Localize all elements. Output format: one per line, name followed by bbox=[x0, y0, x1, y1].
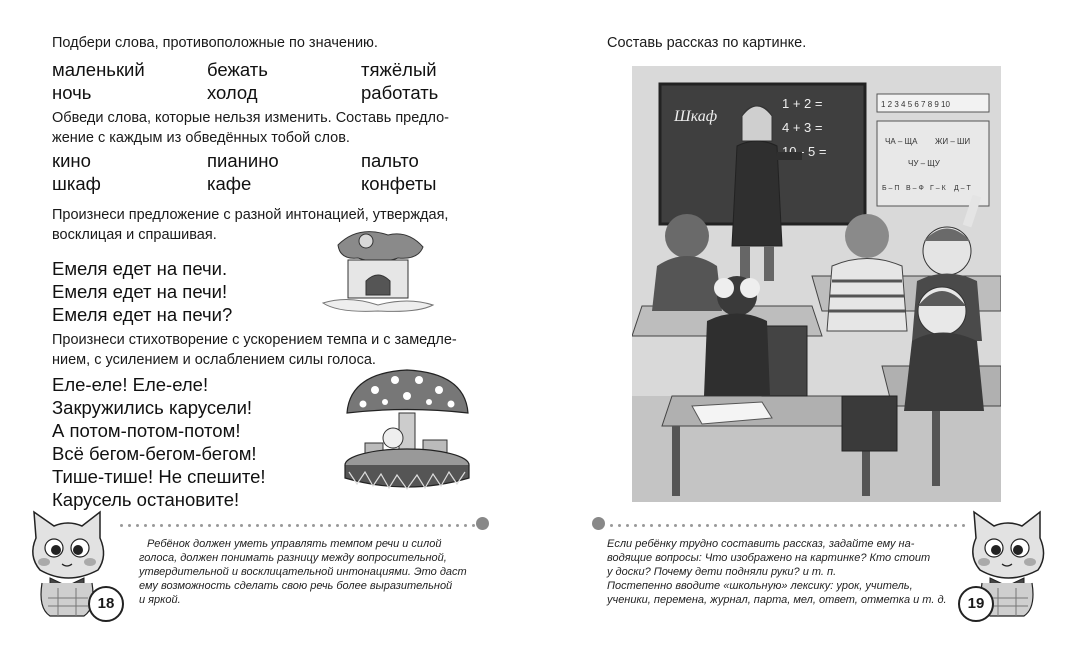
page-number: 18 bbox=[88, 586, 124, 622]
separator-dot bbox=[818, 524, 821, 527]
separator-dot bbox=[296, 524, 299, 527]
card-text: ЖИ – ШИ bbox=[935, 137, 971, 146]
separator-dot bbox=[328, 524, 331, 527]
separator-dot bbox=[440, 524, 443, 527]
card-text: Д – Т bbox=[954, 185, 971, 192]
separator-dot bbox=[192, 524, 195, 527]
separator-dot bbox=[866, 524, 869, 527]
separator-dot bbox=[264, 524, 267, 527]
stove-illustration bbox=[318, 225, 438, 315]
separator-dot bbox=[136, 524, 139, 527]
separator-dot bbox=[160, 524, 163, 527]
teacher-note-line: и яркой. bbox=[139, 594, 181, 606]
task-circle-words-line1: Обведи слова, которые нельзя изменить. Составь предло- bbox=[52, 110, 449, 126]
separator-dot bbox=[834, 524, 837, 527]
poem-line: Еле-еле! Еле-еле! bbox=[52, 374, 209, 395]
sentence: Емеля едет на печи. bbox=[52, 258, 228, 279]
separator-dot bbox=[850, 524, 853, 527]
separator-dot bbox=[778, 524, 781, 527]
separator-dot bbox=[392, 524, 395, 527]
separator-dot bbox=[184, 524, 187, 527]
separator-dot bbox=[312, 524, 315, 527]
card-text: ЧА – ЩА bbox=[885, 137, 918, 146]
separator-dot bbox=[424, 524, 427, 527]
separator-dot bbox=[794, 524, 797, 527]
antonym-word: ночь bbox=[52, 82, 92, 103]
carousel-illustration bbox=[335, 368, 480, 493]
teacher-note-line: Постепенно вводите «школьную» лексику: урок, учитель, bbox=[607, 580, 913, 592]
separator-dot bbox=[400, 524, 403, 527]
antonym-word: работать bbox=[361, 82, 439, 103]
separator-dot bbox=[128, 524, 131, 527]
separator-dot bbox=[906, 524, 909, 527]
antonym-word: холод bbox=[207, 82, 258, 103]
separator-start-dot bbox=[592, 517, 605, 530]
separator-dot bbox=[120, 524, 123, 527]
noun-word: шкаф bbox=[52, 173, 101, 194]
separator-dot bbox=[248, 524, 251, 527]
separator-dot bbox=[650, 524, 653, 527]
separator-dot bbox=[472, 524, 475, 527]
separator-dot bbox=[706, 524, 709, 527]
separator-dot bbox=[384, 524, 387, 527]
separator-dot bbox=[240, 524, 243, 527]
teacher-note-line: ученики, перемена, журнал, парта, мел, ответ, отметка и т. д. bbox=[607, 594, 947, 606]
antonym-word: маленький bbox=[52, 59, 145, 80]
card-text: Г – К bbox=[930, 185, 946, 192]
separator-dot bbox=[914, 524, 917, 527]
separator-dot bbox=[842, 524, 845, 527]
noun-word: пианино bbox=[207, 150, 279, 171]
separator-dot bbox=[658, 524, 661, 527]
separator-dot bbox=[882, 524, 885, 527]
separator-dot bbox=[626, 524, 629, 527]
separator-dot bbox=[224, 524, 227, 527]
separator-dot bbox=[682, 524, 685, 527]
separator-dot bbox=[746, 524, 749, 527]
separator-dot bbox=[288, 524, 291, 527]
separator-dot bbox=[256, 524, 259, 527]
separator-dot bbox=[144, 524, 147, 527]
board-math: 1 + 2 = bbox=[782, 96, 823, 111]
separator-dot bbox=[690, 524, 693, 527]
separator-dot bbox=[738, 524, 741, 527]
separator-dot bbox=[408, 524, 411, 527]
task-poem-line1: Произнеси стихотворение с ускорением темпа и с замедле- bbox=[52, 332, 457, 348]
noun-word: конфеты bbox=[361, 173, 437, 194]
noun-word: кино bbox=[52, 150, 91, 171]
teacher-note-line: Ребёнок должен уметь управлять темпом речи и силой bbox=[147, 538, 442, 550]
classroom-illustration bbox=[632, 66, 1001, 502]
separator-dot bbox=[722, 524, 725, 527]
separator-dot bbox=[280, 524, 283, 527]
right-page bbox=[540, 0, 1080, 655]
separator-dot bbox=[336, 524, 339, 527]
card-text: В – Ф bbox=[906, 185, 924, 192]
teacher-note-line: ему возможность сделать свою речь более выразительной bbox=[139, 580, 453, 592]
teacher-note-line: утвердительной и восклицательной интонациями. Это даст bbox=[139, 566, 467, 578]
separator-dot bbox=[770, 524, 773, 527]
separator-dot bbox=[344, 524, 347, 527]
task-antonyms: Подбери слова, противоположные по значению. bbox=[52, 35, 378, 51]
separator-dot bbox=[890, 524, 893, 527]
separator-dot bbox=[272, 524, 275, 527]
separator-dot bbox=[802, 524, 805, 527]
sentence: Емеля едет на печи! bbox=[52, 281, 228, 302]
task-intonation-line1: Произнеси предложение с разной интонацией, утверждая, bbox=[52, 207, 449, 223]
board-math: 4 + 3 = bbox=[782, 120, 823, 135]
board-math: 10 - 5 = bbox=[782, 144, 827, 159]
poem-line: Тише-тише! Не спешите! bbox=[52, 466, 266, 487]
separator-dot bbox=[216, 524, 219, 527]
task-story: Составь рассказ по картинке. bbox=[607, 35, 807, 51]
card-text: ЧУ – ЩУ bbox=[908, 159, 940, 168]
separator-dot bbox=[176, 524, 179, 527]
poem-line: Закружились карусели! bbox=[52, 397, 253, 418]
separator-dot bbox=[610, 524, 613, 527]
separator-dot bbox=[376, 524, 379, 527]
card-text: Б – П bbox=[882, 185, 900, 192]
noun-word: пальто bbox=[361, 150, 419, 171]
separator-dot bbox=[360, 524, 363, 527]
separator-dot bbox=[666, 524, 669, 527]
poem-line: Карусель остановите! bbox=[52, 489, 240, 510]
teacher-note-line: у доски? Почему дети подняли руки? и т. п. bbox=[607, 566, 837, 578]
separator-dot bbox=[762, 524, 765, 527]
teacher-note-line: голоса, должен понимать разницу между вопросительной, bbox=[139, 552, 447, 564]
separator-dot bbox=[304, 524, 307, 527]
separator-dot bbox=[698, 524, 701, 527]
separator-dot bbox=[642, 524, 645, 527]
task-intonation-line2: восклицая и спрашивая. bbox=[52, 227, 217, 243]
board-word: Шкаф bbox=[674, 108, 718, 125]
separator-dot bbox=[200, 524, 203, 527]
separator-dot bbox=[714, 524, 717, 527]
separator-dot bbox=[730, 524, 733, 527]
separator-dot bbox=[152, 524, 155, 527]
separator-dot bbox=[208, 524, 211, 527]
separator-dot bbox=[786, 524, 789, 527]
separator-dot bbox=[826, 524, 829, 527]
separator-dot bbox=[464, 524, 467, 527]
separator-dot bbox=[432, 524, 435, 527]
task-circle-words-line2: жение с каждым из обведённых тобой слов. bbox=[52, 130, 350, 146]
separator-dot bbox=[368, 524, 371, 527]
noun-word: кафе bbox=[207, 173, 252, 194]
teacher-note-line: водящие вопросы: Что изображено на картинке? Кто стоит bbox=[607, 552, 931, 564]
teacher-note-line: Если ребёнку трудно составить рассказ, задайте ему на- bbox=[607, 538, 915, 550]
separator-dot bbox=[898, 524, 901, 527]
separator-dot bbox=[448, 524, 451, 527]
separator-dot bbox=[922, 524, 925, 527]
separator-dot bbox=[946, 524, 949, 527]
separator-dot bbox=[954, 524, 957, 527]
separator-dot bbox=[858, 524, 861, 527]
separator-dot bbox=[618, 524, 621, 527]
poem-line: Всё бегом-бегом-бегом! bbox=[52, 443, 257, 464]
separator-dot bbox=[874, 524, 877, 527]
number-strip: 1 2 3 4 5 6 7 8 9 10 bbox=[881, 100, 950, 109]
page-number: 19 bbox=[958, 586, 994, 622]
separator-dot bbox=[930, 524, 933, 527]
separator-dot bbox=[320, 524, 323, 527]
separator-end-dot bbox=[476, 517, 489, 530]
poem-line: А потом-потом-потом! bbox=[52, 420, 241, 441]
separator-dot bbox=[232, 524, 235, 527]
antonym-word: бежать bbox=[207, 59, 268, 80]
separator-dot bbox=[416, 524, 419, 527]
separator-dot bbox=[674, 524, 677, 527]
antonym-word: тяжёлый bbox=[361, 59, 437, 80]
separator-dot bbox=[810, 524, 813, 527]
separator-dot bbox=[456, 524, 459, 527]
dotted-separator bbox=[120, 524, 485, 528]
separator-dot bbox=[352, 524, 355, 527]
separator-dot bbox=[634, 524, 637, 527]
separator-dot bbox=[938, 524, 941, 527]
sentence: Емеля едет на печи? bbox=[52, 304, 233, 325]
separator-dot bbox=[168, 524, 171, 527]
dotted-separator bbox=[610, 524, 965, 528]
separator-dot bbox=[754, 524, 757, 527]
task-poem-line2: нием, с усилением и ослаблением силы голоса. bbox=[52, 352, 376, 368]
